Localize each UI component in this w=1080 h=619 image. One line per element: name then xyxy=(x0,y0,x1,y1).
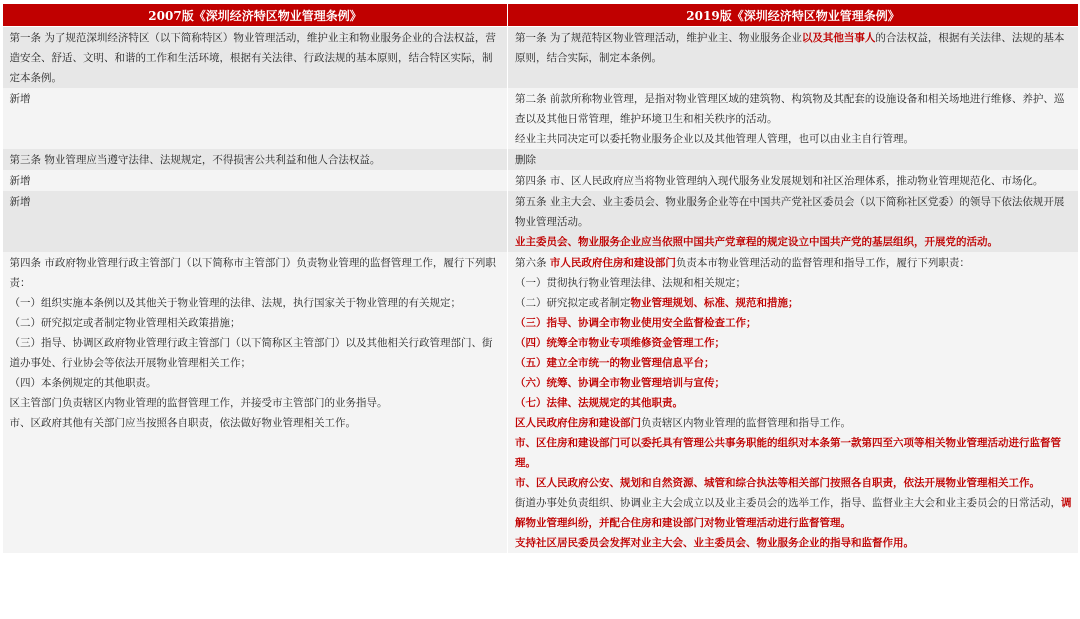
highlighted-change-text: （五）建立全市统一的物业管理信息平台； xyxy=(515,357,715,369)
paragraph-2007: 新增 xyxy=(9,93,31,105)
table-body xyxy=(3,27,1079,554)
highlighted-change-text: 市、区住房和建设部门可以委托具有管理公共事务职能的组织对本条第一款第四至六项等相关物业管理活动进行监督管理。 xyxy=(515,437,1061,469)
paragraph-2019 xyxy=(515,393,1073,413)
highlighted-change-text: 区人民政府住房和建设部门 xyxy=(515,417,641,429)
text-segment: 删除 xyxy=(515,154,536,166)
text-segment: （二）研究拟定或者制定 xyxy=(515,297,631,309)
text-segment: 经业主共同决定可以委托物业服务企业以及其他管理人管理，也可以由业主自行管理。 xyxy=(515,133,914,145)
highlighted-change-text: （四）统筹全市物业专项维修资金管理工作； xyxy=(515,337,725,349)
paragraph-2019 xyxy=(515,353,1073,373)
table-row xyxy=(3,252,1079,553)
paragraph-2019 xyxy=(515,413,1073,433)
highlighted-change-text: 调解物业管理纠纷，并配合住房和建设部门对物业管理活动进行监督管理。 xyxy=(515,497,1072,529)
highlighted-change-text: （七）法律、法规规定的其他职责。 xyxy=(515,397,683,409)
paragraph-2007: 第三条 物业管理应当遵守法律、法规规定，不得损害公共利益和他人合法权益。 xyxy=(9,154,381,166)
highlighted-change-text: （三）指导、协调全市物业使用安全监督检查工作； xyxy=(515,317,757,329)
text-segment: 第二条 前款所称物业管理，是指对物业管理区域的建筑物、构筑物及其配套的设施设备和相关场地进行维修、养护、巡查以及其他日常管理，维护环境卫生和相关秩序的活动。 xyxy=(515,93,1065,125)
paragraph-2019 xyxy=(515,333,1073,353)
cell-2019 xyxy=(508,252,1079,553)
paragraph-2007: （四）本条例规定的其他职责。 xyxy=(9,377,157,389)
highlighted-change-text: 支持社区居民委员会发挥对业主大会、业主委员会、物业服务企业的指导和监督作用。 xyxy=(515,537,914,549)
paragraph-2007: 第一条 为了规范深圳经济特区（以下简称特区）物业管理活动，维护业主和物业服务企业的合法权益，营造安全、舒适、文明、和谐的工作和生活环境，根据有关法律、行政法规的基本原则，结合特区实际，制定本条例。 xyxy=(9,32,496,84)
paragraph-2007: （三）指导、协调区政府物业管理行政主管部门（以下简称区主管部门）以及其他相关行政管理部门、街道办事处、行业协会等依法开展物业管理相关工作； xyxy=(9,337,493,369)
text-segment: 的合法权益，根据有关法律、法规的基本原则，结合实际，制定本条例。 xyxy=(515,32,1065,64)
highlighted-change-text: 市人民政府住房和建设部门 xyxy=(549,257,676,269)
header-2019: 2019版《深圳经济特区物业管理条例》 xyxy=(508,4,1079,27)
table-row xyxy=(3,88,1079,149)
table-row xyxy=(3,149,1079,170)
highlighted-change-text: （六）统筹、协调全市物业管理培训与宣传； xyxy=(515,377,725,389)
paragraph-2007: （一）组织实施本条例以及其他关于物业管理的法律、法规，执行国家关于物业管理的有关规定； xyxy=(9,297,461,309)
text-segment: 第五条 业主大会、业主委员会、物业服务企业等在中国共产党社区委员会（以下简称社区党委）的领导下依法依规开展物业管理活动。 xyxy=(515,196,1065,228)
paragraph-2019 xyxy=(515,533,1073,553)
paragraph-2007: 新增 xyxy=(9,175,31,187)
cell-2007 xyxy=(3,170,508,191)
header-row xyxy=(3,4,1079,27)
comparison-table xyxy=(2,3,1079,553)
paragraph-2007: 第四条 市政府物业管理行政主管部门（以下简称市主管部门）负责物业管理的监督管理工作，履行下列职责： xyxy=(9,257,496,289)
paragraph-2019 xyxy=(515,232,1073,252)
cell-2007 xyxy=(3,252,508,553)
paragraph-2019 xyxy=(515,293,1073,313)
paragraph-2019 xyxy=(515,192,1073,232)
paragraph-2007: 区主管部门负责辖区内物业管理的监督管理工作，并接受市主管部门的业务指导。 xyxy=(9,397,388,409)
highlighted-change-text: 业主委员会、物业服务企业应当依照中国共产党章程的规定设立中国共产党的基层组织，开展党的活动。 xyxy=(515,236,998,248)
text-segment: 负责本市物业管理活动的监督管理和指导工作，履行下列职责： xyxy=(675,257,970,269)
paragraph-2019 xyxy=(515,253,1073,273)
cell-2019 xyxy=(508,27,1079,89)
table-row xyxy=(3,170,1079,191)
text-segment: 第六条 xyxy=(515,257,550,269)
table-row xyxy=(3,27,1079,89)
text-segment: 第四条 市、区人民政府应当将物业管理纳入现代服务业发展规划和社区治理体系，推动物业管理规范化、市场化。 xyxy=(515,175,1044,187)
paragraph-2019 xyxy=(515,473,1073,493)
cell-2019 xyxy=(508,170,1079,191)
text-segment: 负责辖区内物业管理的监督管理和指导工作。 xyxy=(641,417,851,429)
text-segment: 第一条 为了规范特区物业管理活动，维护业主、物业服务企业 xyxy=(515,32,802,44)
paragraph-2019 xyxy=(515,171,1073,191)
paragraph-2007: 新增 xyxy=(9,196,31,208)
cell-2019 xyxy=(508,149,1079,170)
table-row xyxy=(3,191,1079,252)
paragraph-2019 xyxy=(515,89,1073,129)
text-segment: （一）贯彻执行物业管理法律、法规和相关规定； xyxy=(515,277,746,289)
header-2007: 2007版《深圳经济特区物业管理条例》 xyxy=(3,4,508,27)
paragraph-2019 xyxy=(515,433,1073,473)
paragraph-2019 xyxy=(515,493,1073,533)
paragraph-2007: （二）研究拟定或者制定物业管理相关政策措施； xyxy=(9,317,241,329)
paragraph-2019 xyxy=(515,373,1073,393)
paragraph-2019 xyxy=(515,129,1073,149)
paragraph-2019 xyxy=(515,150,1073,170)
highlighted-change-text: 市、区人民政府公安、规划和自然资源、城管和综合执法等相关部门按照各自职责，依法开展物业管理相关工作。 xyxy=(515,477,1040,489)
paragraph-2019 xyxy=(515,313,1073,333)
paragraph-2019 xyxy=(515,273,1073,293)
cell-2007 xyxy=(3,149,508,170)
highlighted-change-text: 物业管理规划、标准、规范和措施； xyxy=(630,297,799,309)
cell-2007 xyxy=(3,27,508,89)
cell-2019 xyxy=(508,191,1079,252)
highlighted-change-text: 以及其他当事人 xyxy=(801,32,876,44)
paragraph-2007: 市、区政府其他有关部门应当按照各自职责，依法做好物业管理相关工作。 xyxy=(9,417,356,429)
cell-2007 xyxy=(3,88,508,149)
cell-2019 xyxy=(508,88,1079,149)
text-segment: 街道办事处负责组织、协调业主大会成立以及业主委员会的选举工作，指导、监督业主大会和业主委员会的日常活动， xyxy=(515,497,1061,509)
cell-2007 xyxy=(3,191,508,252)
paragraph-2019 xyxy=(515,28,1073,68)
